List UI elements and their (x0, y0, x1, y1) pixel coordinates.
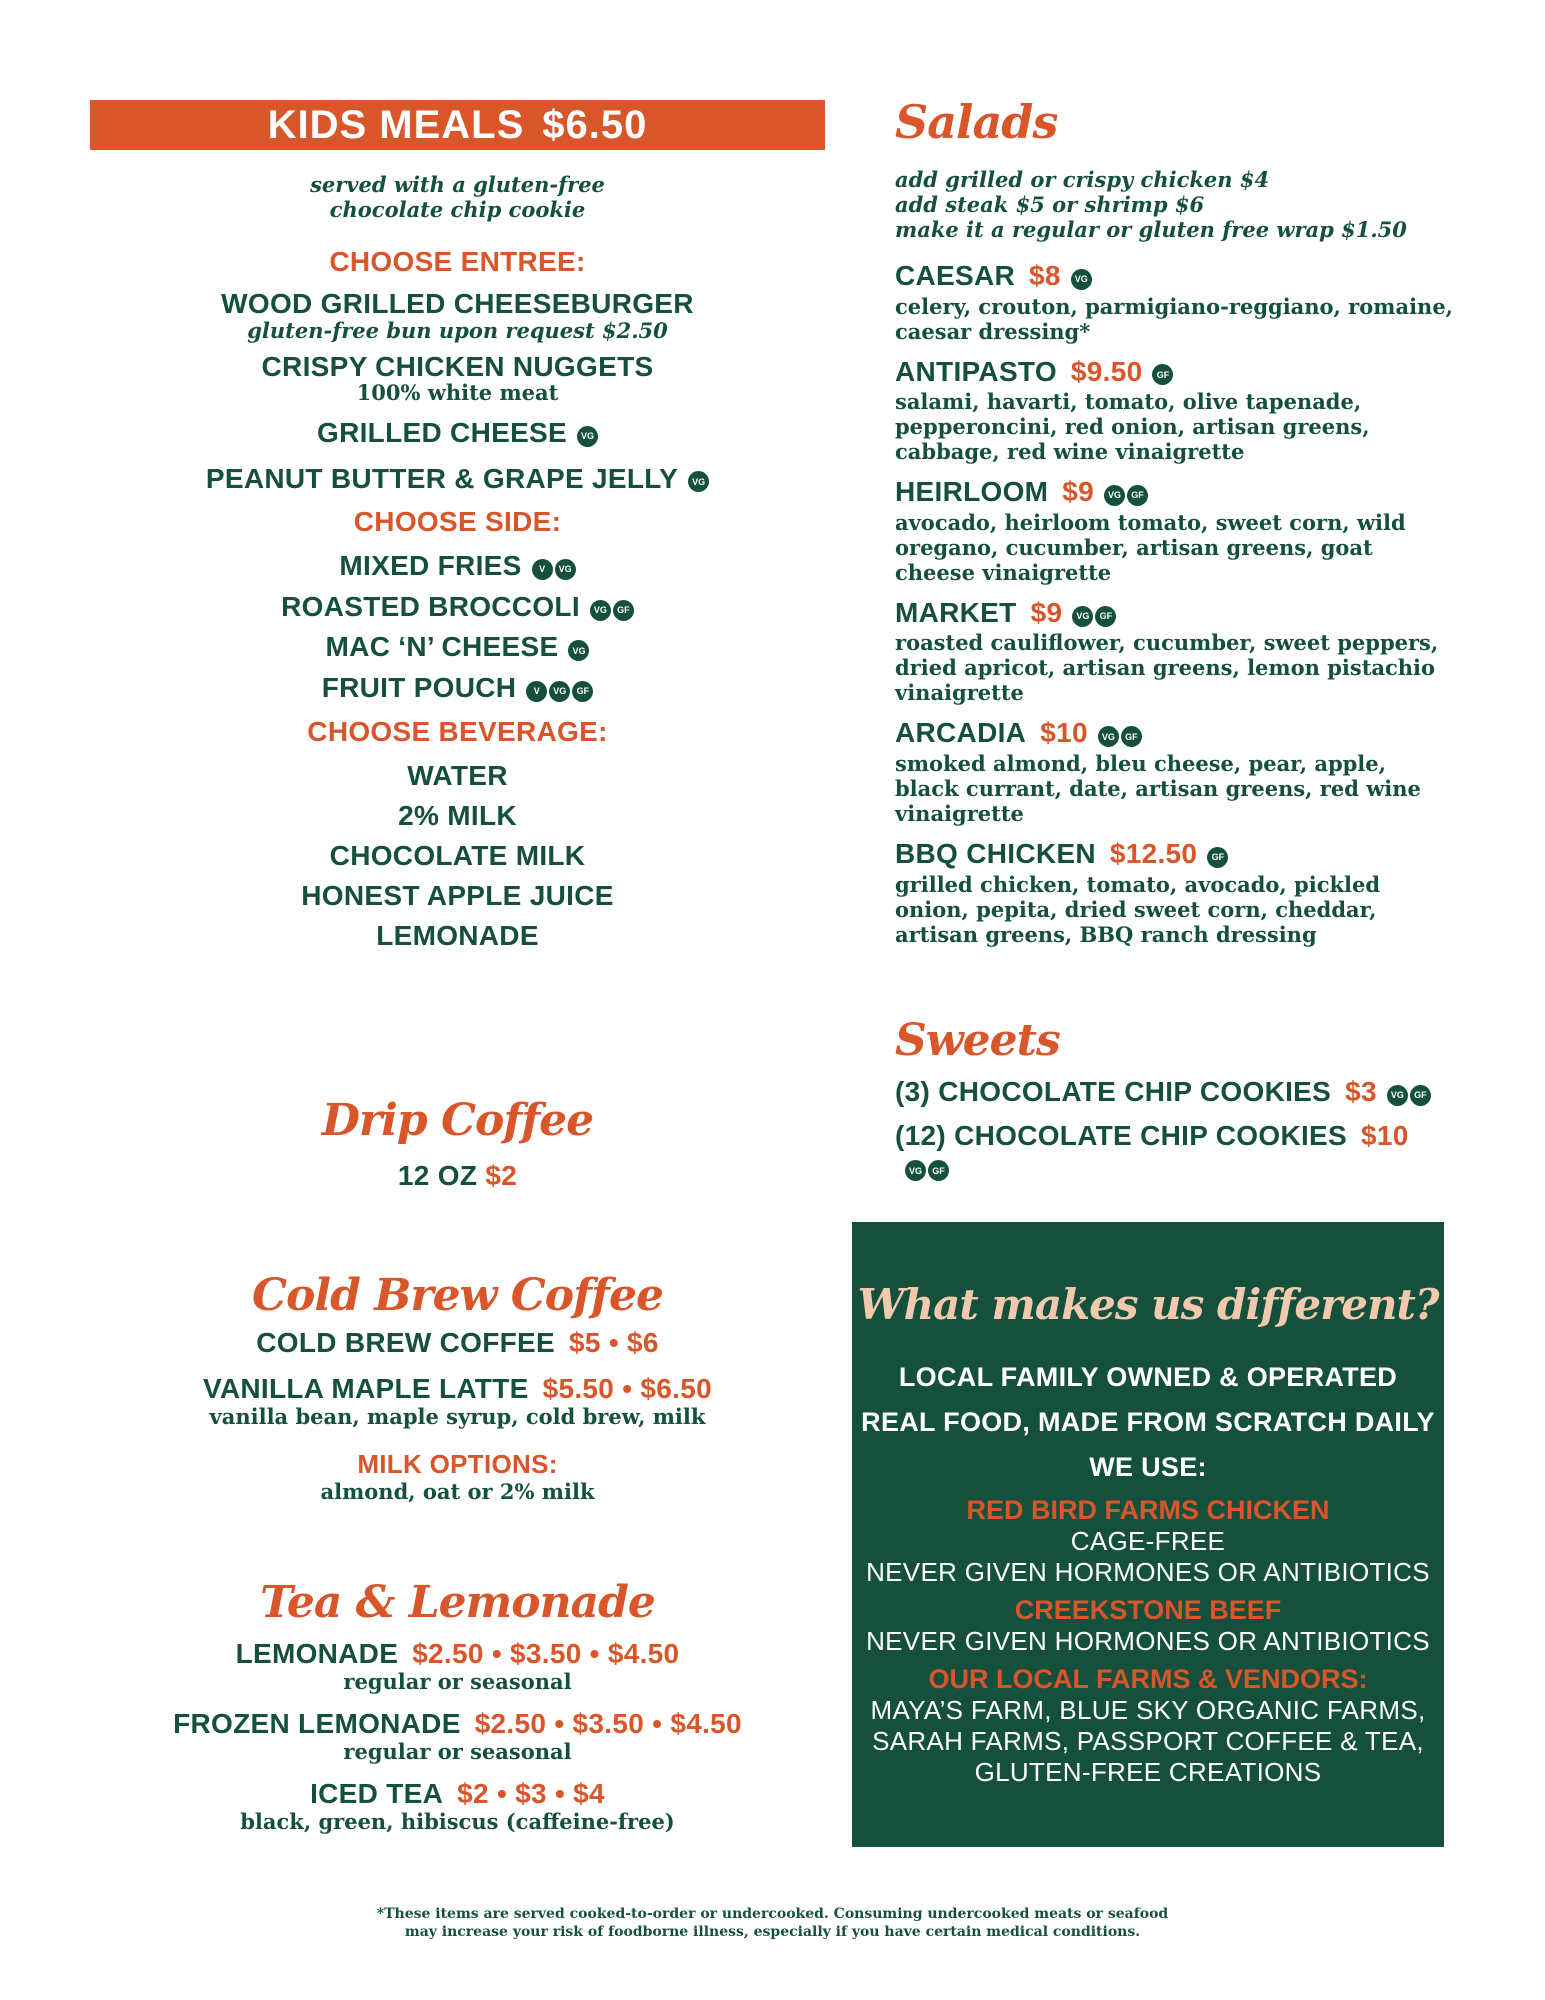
tea-line (90, 1778, 825, 1810)
entree-name: CRISPY CHICKEN NUGGETS (261, 351, 654, 382)
tea-name: ICED TEA (310, 1778, 444, 1809)
beef-line-1: NEVER GIVEN HORMONES OR ANTIBIOTICS (866, 1626, 1430, 1656)
salad-name-line (895, 476, 1455, 510)
tea-item (90, 1708, 825, 1764)
side-name: MIXED FRIES (339, 550, 522, 582)
sweets-list (895, 1076, 1455, 1185)
beverage-item: WATER (407, 759, 508, 791)
kids-meals-title: KIDS MEALS (267, 102, 525, 147)
tea-price: $2.50 • $3.50 • $4.50 (474, 1708, 742, 1739)
diet-badges (524, 674, 593, 706)
cold-brew-list (90, 1327, 825, 1429)
salad-item (895, 476, 1455, 585)
entree-item (90, 463, 825, 497)
drip-coffee-price: $2 (485, 1160, 518, 1191)
salads-title: Salads (895, 95, 1058, 149)
different-line-2: REAL FOOD, MADE FROM SCRATCH DAILY (861, 1407, 1435, 1437)
vg-badge-icon: VG (1072, 606, 1093, 627)
salad-name: ARCADIA (895, 717, 1027, 749)
entree-sub: 100% white meat (356, 380, 559, 405)
salad-price: $9.50 (1070, 355, 1143, 387)
tea-desc: regular or seasonal (343, 1669, 572, 1694)
cold-brew-name: VANILLA MAPLE LATTE (202, 1373, 529, 1404)
cold-brew-line (90, 1373, 825, 1405)
vg-badge-icon: VG (1098, 726, 1119, 747)
what-makes-us-different-box (852, 1222, 1444, 1847)
vg-badge-icon: VG (905, 1160, 926, 1181)
diet-badges (575, 419, 598, 451)
entree-item (90, 288, 825, 343)
beverage-item: HONEST APPLE JUICE (301, 879, 614, 911)
vg-badge-icon: VG (568, 640, 589, 661)
chicken-header: RED BIRD FARMS CHICKEN (966, 1495, 1330, 1525)
choose-beverage-header: CHOOSE BEVERAGE: (307, 715, 608, 747)
cold-brew-title: Cold Brew Coffee (252, 1270, 663, 1321)
gf-badge-icon: GF (1095, 606, 1116, 627)
vg-badge-icon: VG (555, 559, 576, 580)
choose-entree-header: CHOOSE ENTREE: (329, 246, 586, 277)
vg-badge-icon: VG (688, 471, 709, 492)
salad-price: $9 (1062, 476, 1095, 508)
vendors-line-3: GLUTEN-FREE CREATIONS (974, 1757, 1322, 1787)
salad-desc: smoked almond, bleu cheese, pear, apple, black currant, date, artisan greens, red wine vinaigrette (895, 751, 1421, 827)
drip-coffee-title: Drip Coffee (321, 1095, 594, 1146)
entree-name-line (90, 463, 825, 497)
v-badge-icon: V (532, 559, 553, 580)
tea-lemonade-section (90, 1577, 825, 1834)
salad-name-line (895, 838, 1455, 872)
diet-badges (1070, 598, 1116, 630)
side-name: ROASTED BROCCOLI (281, 590, 580, 622)
entree-sub: gluten-free bun upon request $2.50 (247, 318, 668, 343)
diet-badges (686, 464, 709, 496)
salad-name: HEIRLOOM (895, 476, 1049, 508)
kids-meals-price: $6.50 (542, 102, 648, 147)
vg-badge-icon: VG (1104, 485, 1125, 506)
gf-badge-icon: GF (613, 600, 634, 621)
beverage-item: 2% MILK (398, 799, 517, 831)
gf-badge-icon: GF (1121, 726, 1142, 747)
sweet-price: $10 (1361, 1119, 1409, 1151)
chicken-line-2: NEVER GIVEN HORMONES OR ANTIBIOTICS (866, 1557, 1430, 1587)
sweet-item (895, 1076, 1455, 1110)
diet-badges (1385, 1078, 1431, 1110)
footer-line-1: *These items are served cooked-to-order or undercooked. Consuming undercooked meats or seafood (376, 1906, 1169, 1922)
salad-list (895, 260, 1455, 947)
tea-lemonade-list (90, 1638, 825, 1834)
tea-lemonade-title: Tea & Lemonade (260, 1577, 655, 1628)
salad-desc: avocado, heirloom tomato, sweet corn, wild oregano, cucumber, artisan greens, goat cheese vinaigrette (895, 509, 1406, 585)
different-title: What makes us different? (857, 1280, 1439, 1329)
kids-note (90, 172, 825, 222)
tea-item (90, 1778, 825, 1834)
salad-name-line (895, 717, 1455, 751)
diet-badges (530, 552, 576, 584)
tea-price: $2.50 • $3.50 • $4.50 (412, 1638, 680, 1669)
vg-badge-icon: VG (590, 600, 611, 621)
tea-price: $2 • $3 • $4 (457, 1778, 605, 1809)
salad-name: CAESAR (895, 260, 1016, 291)
vendors-line-2: SARAH FARMS, PASSPORT COFFEE & TEA, (872, 1726, 1424, 1756)
vendors-line-1: MAYA’S FARM, BLUE SKY ORGANIC FARMS, (870, 1695, 1426, 1725)
entree-item (90, 351, 825, 405)
side-name: MAC ‘N’ CHEESE (325, 631, 559, 663)
beef-header: CREEKSTONE BEEF (1014, 1595, 1282, 1625)
vg-badge-icon: VG (1387, 1085, 1408, 1106)
salad-price: $8 (1029, 260, 1061, 291)
gf-badge-icon: GF (1410, 1085, 1431, 1106)
milk-options-desc: almond, oat or 2% milk (320, 1479, 595, 1504)
sweets-title: Sweets (895, 1015, 1060, 1066)
diet-badges (903, 1153, 949, 1185)
entree-item (90, 417, 825, 451)
tea-item (90, 1638, 825, 1694)
vendors-header: OUR LOCAL FARMS & VENDORS: (928, 1664, 1368, 1694)
salad-addons (895, 167, 1455, 242)
drip-coffee-size: 12 OZ (397, 1160, 478, 1191)
cold-brew-item (90, 1373, 825, 1429)
side-item (90, 550, 825, 584)
gf-badge-icon: GF (1127, 485, 1148, 506)
cold-brew-item (90, 1327, 825, 1359)
side-name: FRUIT POUCH (321, 672, 517, 704)
salad-name-line (895, 356, 1455, 390)
diet-badges (566, 633, 589, 665)
kids-note-line-1: served with a gluten-free (310, 172, 605, 197)
salad-desc: roasted cauliflower, cucumber, sweet peppers, dried apricot, artisan greens, lemon pistachio vinaigrette (895, 630, 1439, 706)
v-badge-icon: V (526, 681, 547, 702)
tea-name: LEMONADE (235, 1638, 399, 1669)
diet-badges (1150, 357, 1173, 389)
cold-brew-line (90, 1327, 825, 1359)
side-item (90, 631, 825, 665)
cold-brew-name: COLD BREW COFFEE (256, 1327, 556, 1358)
salad-item (895, 597, 1455, 706)
salad-item (895, 260, 1455, 344)
side-list (90, 550, 825, 705)
salad-price: $9 (1030, 596, 1063, 628)
entree-list (90, 288, 825, 496)
salads-section (895, 95, 1455, 959)
salad-name-line (895, 597, 1455, 631)
salad-desc: salami, havarti, tomato, olive tapenade, pepperoncini, red onion, artisan greens, cabbage, red wine vinaigrette (895, 389, 1370, 465)
entree-name-line (90, 288, 825, 320)
vg-badge-icon: VG (1071, 269, 1092, 290)
entree-name: WOOD GRILLED CHEESEBURGER (221, 288, 694, 319)
side-item (90, 591, 825, 625)
vg-badge-icon: VG (549, 681, 570, 702)
diet-badges (1096, 719, 1142, 751)
sweet-name: (12) CHOCOLATE CHIP COOKIES (895, 1119, 1347, 1151)
cold-brew-price: $5 • $6 (569, 1327, 659, 1358)
diet-badges (1102, 478, 1148, 510)
vg-badge-icon: VG (577, 426, 598, 447)
gf-badge-icon: GF (1207, 847, 1228, 868)
salad-name-line (895, 260, 1455, 294)
entree-name-line (90, 351, 825, 383)
sweet-name: (3) CHOCOLATE CHIP COOKIES (895, 1076, 1332, 1107)
salad-desc: grilled chicken, tomato, avocado, pickled onion, pepita, dried sweet corn, cheddar, artisan greens, BBQ ranch dressing (895, 871, 1381, 947)
beverage-item: CHOCOLATE MILK (329, 839, 586, 871)
cold-brew-section (90, 1270, 825, 1504)
beverage-item: LEMONADE (376, 919, 539, 951)
beverage-list (90, 760, 825, 952)
salad-price: $12.50 (1109, 838, 1198, 870)
gf-badge-icon: GF (928, 1160, 949, 1181)
salad-addon-line: add grilled or crispy chicken $4 (895, 167, 1270, 192)
salad-name: ANTIPASTO (895, 355, 1057, 387)
choose-side-header: CHOOSE SIDE: (353, 506, 562, 538)
diet-badges (1069, 262, 1092, 294)
tea-line (90, 1708, 825, 1740)
cold-brew-desc: vanilla bean, maple syrup, cold brew, milk (209, 1404, 706, 1429)
diet-badges (588, 592, 634, 624)
kids-meals-banner (90, 100, 825, 150)
salad-item (895, 356, 1455, 465)
tea-desc: black, green, hibiscus (caffeine-free) (240, 1809, 675, 1834)
salad-name: MARKET (895, 596, 1017, 628)
sweets-section (895, 1015, 1455, 1185)
footer-disclaimer (0, 1905, 1545, 1941)
salad-item (895, 717, 1455, 826)
salad-item (895, 838, 1455, 947)
footer-line-2: may increase your risk of foodborne illness, especially if you have certain medical conditions. (404, 1924, 1141, 1940)
drip-coffee-section (90, 1095, 825, 1192)
different-line-1: LOCAL FAMILY OWNED & OPERATED (898, 1362, 1398, 1392)
side-item (90, 672, 825, 706)
kids-note-line-2: chocolate chip cookie (329, 197, 586, 222)
sweet-item (895, 1120, 1455, 1186)
different-line-3: WE USE: (1089, 1452, 1207, 1482)
salad-addon-line: make it a regular or gluten free wrap $1.50 (895, 217, 1407, 242)
sweet-price: $3 (1345, 1076, 1377, 1107)
entree-name: GRILLED CHEESE (316, 417, 567, 448)
entree-name: PEANUT BUTTER & GRAPE JELLY (205, 462, 679, 494)
milk-options-header: MILK OPTIONS: (357, 1449, 558, 1479)
salad-name: BBQ CHICKEN (895, 838, 1096, 870)
diet-badges (1205, 840, 1228, 872)
salad-price: $10 (1040, 717, 1088, 749)
tea-name: FROZEN LEMONADE (173, 1708, 461, 1739)
entree-name-line (90, 417, 825, 451)
cold-brew-price: $5.50 • $6.50 (542, 1373, 712, 1404)
salad-addon-line: add steak $5 or shrimp $6 (895, 192, 1205, 217)
gf-badge-icon: GF (1152, 364, 1173, 385)
tea-desc: regular or seasonal (343, 1739, 572, 1764)
gf-badge-icon: GF (572, 681, 593, 702)
salad-desc: celery, crouton, parmigiano-reggiano, romaine, caesar dressing* (895, 293, 1453, 344)
kids-meals-section (90, 100, 825, 952)
drip-coffee-line (90, 1160, 825, 1192)
tea-line (90, 1638, 825, 1670)
chicken-line-1: CAGE-FREE (1070, 1526, 1226, 1556)
